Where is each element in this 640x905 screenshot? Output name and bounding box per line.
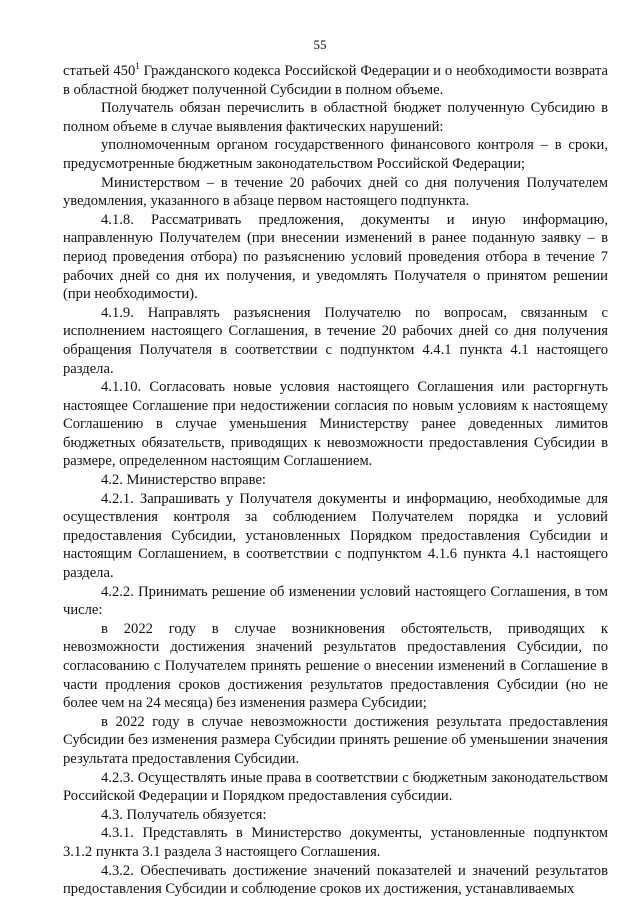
clause-4-1-10: 4.1.10. Согласовать новые условия настоящего Соглашения или расторгнуть настоящее Соглашение при недостижении согласия по новым условиям к настоящему Соглашению в случае уменьшения Министерству ранее доведенных лимитов бюджетных обязательств, приводящих к невозможности предоставления Субсидии в размере, определенном настоящим Соглашением.	[63, 379, 608, 470]
paragraph-0-text: статьей 450	[63, 63, 136, 79]
paragraph-0	[63, 62, 608, 99]
clause-4-2-1: 4.2.1. Запрашивать у Получателя документы и информацию, необходимые для осуществления контроля за соблюдением Получателем порядка и условий предоставления Субсидии, установленных Порядком предоставления Субсидии и настоящим Соглашением, в соответствии с подпунктом 4.1.6 пункта 4.1 настоящего раздела.	[63, 490, 608, 582]
paragraph-0-text-rest: Гражданского кодекса Российской Федерации и о необходимости возврата в областной бюджет полученной Субсидии в полном объеме.	[63, 63, 609, 98]
clause-4-3-2: 4.3.2. Обеспечивать достижение значений показателей и значений результатов предоставления Субсидии и соблюдение сроков их достижения, устанавливаемых	[63, 862, 608, 898]
clause-4-1-9: 4.1.9. Направлять разъяснения Получателю по вопросам, связанным с исполнением настоящего Соглашения, в течение 20 рабочих дней со дня получения обращения Получателя в соответствии с подпунктом 4.4.1 пункта 4.1 настоящего раздела.	[63, 304, 608, 377]
document-body	[63, 62, 608, 899]
clause-4-2-2-item-1: в 2022 году в случае возникновения обстоятельств, приводящих к невозможности достижения значений результатов предоставления Субсидии, по согласованию с Получателем принять решение о внесении изменений в Соглашение в части продления сроков достижения результатов предоставления Субсидии (но не более чем на 24 месяца) без изменения размера Субсидии;	[63, 620, 608, 712]
article-superscript: 1	[135, 61, 140, 72]
clause-4-1-8: 4.1.8. Рассматривать предложения, документы и иную информацию, направленную Получателем (при внесении изменений в ранее поданную заявку – в период проведения отбора) по разъяснению условий проведения отбора в течение 7 рабочих дней со дня их получения, и уведомлять Получателя о принятом решении (при необходимости).	[63, 211, 608, 303]
clause-4-2-2-item-2: в 2022 году в случае невозможности достижения результата предоставления Субсидии без изменения размера Субсидии принять решение об уменьшении значения результата предоставления Субсидии.	[63, 713, 608, 767]
paragraph-2: уполномоченным органом государственного финансового контроля – в сроки, предусмотренные бюджетным законодательством Российской Федерации;	[63, 137, 608, 172]
clause-4-2: 4.2. Министерство вправе:	[101, 472, 266, 489]
clause-4-3-1: 4.3.1. Представлять в Министерство документы, установленные подпунктом 3.1.2 пункта 3.1 раздела 3 настоящего Соглашения.	[63, 825, 608, 860]
paragraph-3: Министерством – в течение 20 рабочих дней со дня получения Получателем уведомления, указанного в абзаце первом настоящего подпункта.	[63, 174, 608, 210]
page-number: 55	[313, 37, 327, 52]
clause-4-2-2: 4.2.2. Принимать решение об изменении условий настоящего Соглашения, в том числе:	[63, 583, 608, 619]
paragraph-1: Получатель обязан перечислить в областной бюджет полученную Субсидию в полном объеме в случае выявления фактических нарушений:	[63, 100, 608, 135]
clause-4-2-3: 4.2.3. Осуществлять иные права в соответствии с бюджетным законодательством Российской Федерации и Порядком предоставления субсидии.	[63, 769, 608, 805]
clause-4-3: 4.3. Получатель обязуется:	[101, 806, 267, 823]
